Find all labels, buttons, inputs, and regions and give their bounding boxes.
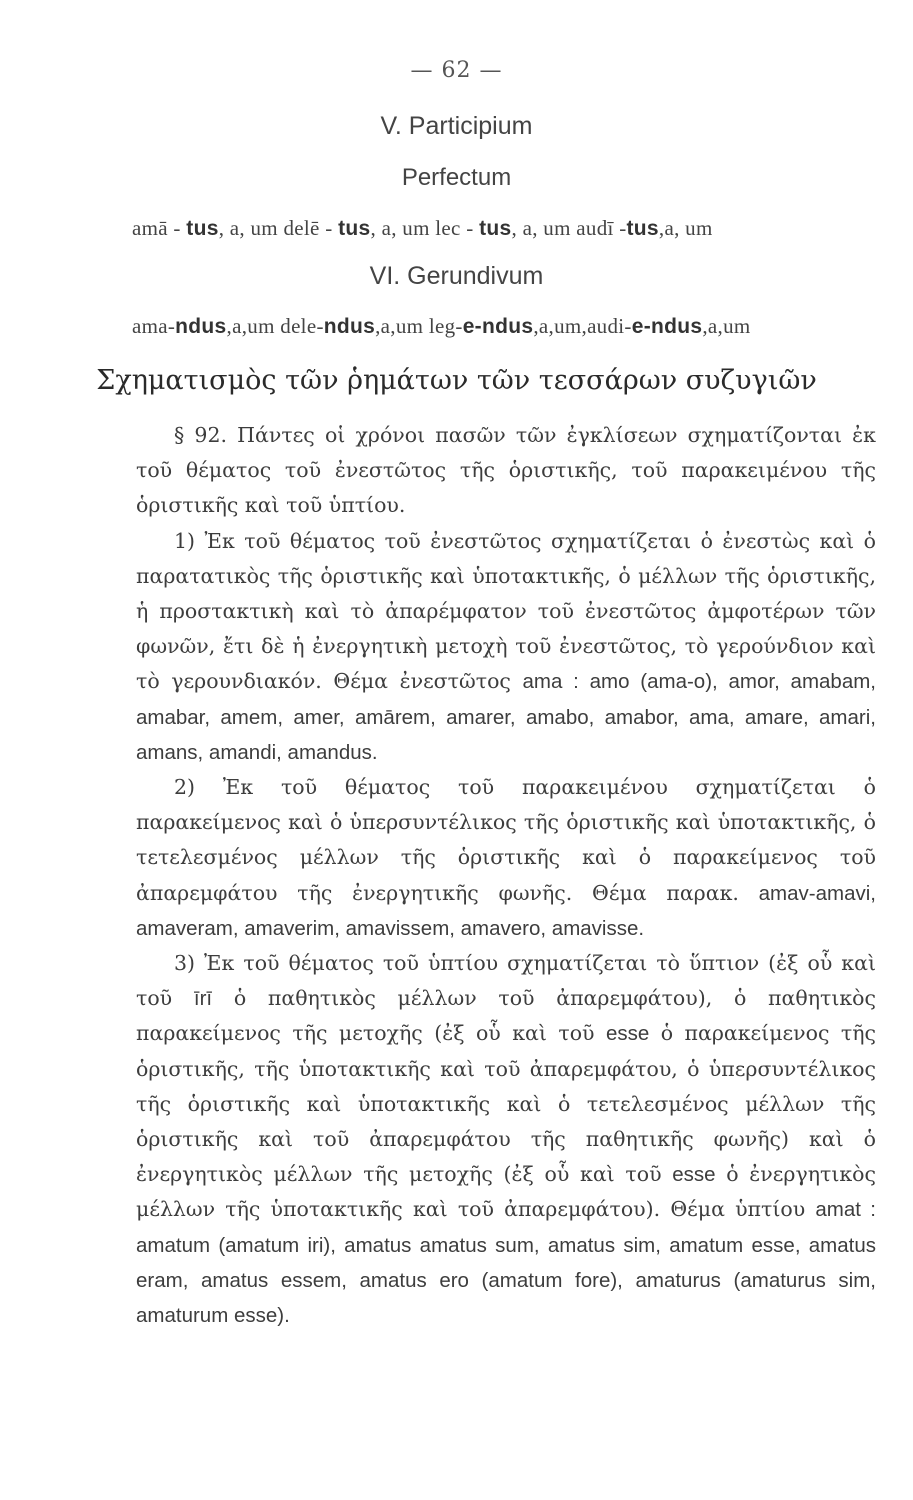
form-rest: ,a,um bbox=[375, 314, 429, 338]
form-rest: , a, um bbox=[511, 216, 577, 240]
form-ending: tus bbox=[626, 217, 659, 240]
paragraph-2 bbox=[136, 770, 876, 946]
heading-gerundivum: VI. Gerundivum bbox=[369, 262, 544, 290]
paragraph-3-latin: amat : amatum (amatum iri), amatus amatus sum, amatus sim, amatum esse, amatus eram, amatus essem, amatus ero (amatum fore), amaturus (amaturus sim, amaturum esse). bbox=[136, 1198, 876, 1328]
form-rest: ,a,um bbox=[226, 314, 281, 338]
form-stem: audī - bbox=[576, 216, 627, 240]
form-stem: leg- bbox=[428, 314, 463, 338]
paragraph-2-latin: amav-amavi, amaveram, amaverim, amavissem, amavero, amavisse. bbox=[136, 881, 876, 940]
paragraph-3-iri: īrī bbox=[193, 987, 213, 1011]
paragraph-1 bbox=[136, 524, 876, 770]
subheading-perfectum: Perfectum bbox=[401, 164, 512, 191]
form-stem: amā - bbox=[132, 216, 187, 240]
paragraph-3-esse-1: esse bbox=[605, 1022, 650, 1046]
heading-participium: V. Participium bbox=[380, 112, 533, 140]
paragraph-1-greek: 1) Ἐκ τοῦ θέματος τοῦ ἐνεστῶτος σχηματίζεται ὁ ἐνεστὼς καὶ ὁ παρατατικὸς τῆς ὁριστικῆς καὶ ὑποτακτικῆς, ὁ μέλλων τῆς ὁριστικῆς, ἡ προστακτικὴ καὶ τὸ ἀπαρέμφατον τοῦ ἐνεστῶτος ἀμφοτέρων τῶν φωνῶν, ἔτι δὲ ἡ ἐνεργητικὴ μετοχὴ τοῦ ἐνεστῶτος, τὸ γερούνδιον καὶ τὸ γερουνδιακόν. Θέμα ἐνεστῶτος bbox=[136, 528, 876, 694]
form-ending: e-ndus bbox=[631, 315, 703, 338]
section-title: Σχηματισμὸς τῶν ῥημάτων τῶν τεσσάρων συζυγιῶν bbox=[96, 365, 817, 396]
paragraph-1-latin: ama : amo (ama-o), amor, amabam, amabar, amem, amer, amārem, amarer, amabo, amabor, ama, amare, amari, amans, amandi, amandus. bbox=[136, 670, 876, 764]
form-rest: ,a,um bbox=[702, 314, 751, 338]
form-ending: tus bbox=[186, 217, 219, 240]
paragraph-3 bbox=[136, 946, 876, 1333]
form-rest: , a, um bbox=[370, 216, 436, 240]
form-stem: ama- bbox=[132, 314, 176, 338]
form-stem: lec - bbox=[435, 216, 480, 240]
form-ending: tus bbox=[338, 217, 371, 240]
paragraph-2-greek: 2) Ἐκ τοῦ θέματος τοῦ παρακειμένου σχηματίζεται ὁ παρακείμενος καὶ ὁ ὑπερσυντέλικος τῆς ὁριστικῆς καὶ ὑποτακτικῆς, ὁ τετελεσμένος μέλλων τῆς ὁριστικῆς καὶ ὁ παρακείμενος τοῦ ἀπαρεμφάτου τῆς ἐνεργητικῆς φωνῆς. Θέμα παρακ. bbox=[136, 775, 876, 905]
body-text bbox=[136, 418, 876, 1333]
form-ending: ndus bbox=[175, 315, 227, 338]
form-rest: ,a,um, bbox=[533, 314, 588, 338]
perfect-participle-forms bbox=[132, 216, 872, 241]
paragraph-3-greek-c: ὁ παρακείμενος τῆς ὁριστικῆς, τῆς ὑποτακτικῆς καὶ τοῦ ἀπαρεμφάτου, ὁ ὑπερσυντέλικος τῆς ὁριστικῆς καὶ ὑποτακτικῆς καὶ ὁ τετελεσμένος μέλλων τῆς ὁριστικῆς καὶ τοῦ ἀπαρεμφάτου τῆς παθητικῆς φωνῆς) καὶ ὁ ἐνεργητικὸς μέλλων τῆς μετοχῆς (ἐξ οὗ καὶ τοῦ bbox=[136, 1021, 876, 1187]
form-ending: ndus bbox=[323, 315, 376, 338]
form-ending: e-ndus bbox=[462, 315, 534, 338]
paragraph-3-greek-a: 3) Ἐκ τοῦ θέματος τοῦ ὑπτίου σχηματίζεται τὸ ὕπτιον (ἐξ οὗ καὶ τοῦ bbox=[136, 951, 876, 1011]
form-stem: audi- bbox=[587, 314, 632, 338]
page-number: — 62 — bbox=[410, 58, 503, 83]
form-rest: ,a, um bbox=[658, 216, 713, 240]
form-ending: tus bbox=[479, 217, 512, 240]
paragraph-3-greek-b: ὁ παθητικὸς μέλλων τοῦ ἀπαρεμφάτου), ὁ παθητικὸς παρακείμενος τῆς μετοχῆς (ἐξ οὗ καὶ τοῦ bbox=[136, 986, 876, 1046]
form-stem: dele- bbox=[280, 314, 324, 338]
paragraph-intro: § 92. Πάντες οἱ χρόνοι πασῶν τῶν ἐγκλίσεων σχηματίζονται ἐκ τοῦ θέματος τοῦ ἐνεστῶτος τῆς ὁριστικῆς, τοῦ παρακειμένου τῆς ὁριστικῆς καὶ τοῦ ὑπτίου. bbox=[136, 423, 876, 518]
paragraph-3-greek-d: ὁ ἐνεργητικὸς μέλλων τῆς ὑποτακτικῆς καὶ τοῦ ἀπαρεμφάτου). Θέμα ὑπτίου bbox=[136, 1162, 876, 1222]
gerundive-forms bbox=[132, 314, 872, 339]
form-rest: , a, um bbox=[218, 216, 284, 240]
paragraph-3-esse-2: esse bbox=[672, 1163, 716, 1187]
form-stem: delē - bbox=[283, 216, 339, 240]
